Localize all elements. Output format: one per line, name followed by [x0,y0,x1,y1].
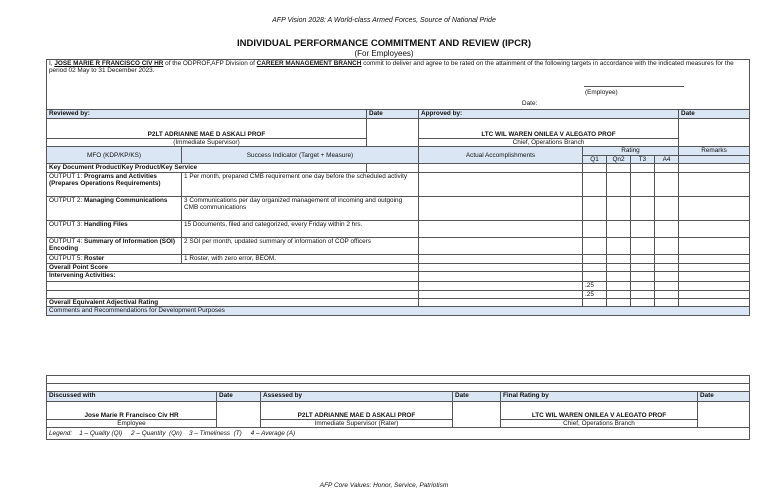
final-rater-title: Chief, Operations Branch [501,420,698,428]
col-actual: Actual Accomplishments [419,147,583,164]
employee-signoff-title: Employee [47,420,217,428]
discussed-with-label: Discussed with [47,392,217,402]
col-remarks: Remarks [679,147,750,156]
approver-name: LTC WIL WAREN ONILEA V ALEGATO PROF [419,119,679,139]
value-row [47,281,750,290]
output-mfo: OUTPUT 5: Roster [47,254,182,263]
approved-date-label: Date [679,110,750,119]
assessor-title: Immediate Supervisor (Rater) [261,420,453,428]
vision-statement: AFP Vision 2028: A World-class Armed Forces, Source of National Pride [272,17,496,24]
col-a4: A4 [655,156,679,164]
reviewer-date-cell [367,119,419,147]
signoff-titles-row [47,420,750,428]
output-mfo: OUTPUT 2: Managing Communications [47,196,182,220]
intervening-label: Intervening Activities: [47,271,419,281]
commitment-row [47,60,750,110]
col-rating: Rating [583,147,679,156]
output-row [47,254,750,263]
review-header-row [47,110,750,119]
final-rating-label: Final Rating by [501,392,698,402]
adjectival-row [47,299,750,307]
comments-label: Comments and Recommendations for Development Purposes [47,307,750,316]
output-mfo: OUTPUT 4: Summary of Information (SOI) Encoding [47,237,182,254]
reviewer-name: P2LT ADRIANNE MAE D ASKALI PROF [47,119,367,139]
blank-row [47,384,750,392]
period: 02 May to 31 December 2023. [68,67,155,75]
overall-point-row [47,263,750,271]
output-indicator: 1 Roster, with zero error, BEOM. [182,254,419,263]
col-indicator: Success Indicator (Target + Measure) [182,147,419,164]
assessed-by-label: Assessed by [261,392,453,402]
assessed-date-label: Date [453,392,501,402]
form-title: INDIVIDUAL PERFORMANCE COMMITMENT AND REVIEW (IPCR) [237,38,531,49]
section-label: Key Document Product/Key Product/Key Service [47,164,367,172]
output-indicator: 3 Communications per day organized management of incoming and outgoing CMB communications [182,196,419,220]
signoff-names-row [47,402,750,420]
output-row [47,237,750,254]
branch-name: CAREER MANAGEMENT BRANCH [256,60,362,67]
approver-date-cell [679,119,750,147]
legend-row [47,428,750,440]
final-rater-name: LTC WIL WAREN ONILEA V ALEGATO PROF [501,402,698,420]
output-row [47,220,750,237]
output-row [47,172,750,196]
comments-row [47,307,750,316]
blank-row [47,376,750,384]
review-names-row [47,119,750,139]
ipcr-main-table [46,59,750,316]
form-subtitle: (For Employees) [354,49,414,58]
col-t3: T3 [631,156,655,164]
core-values: AFP Core Values: Honor, Service, Patriotism [319,482,449,489]
col-remarks-blank [679,156,750,164]
commitment-statement: I, JOSE MARIE R FRANCISCO CIV HR of the ODPROF,AFP Division of CAREER MANAGEMENT BRANCH commit to deliver and agree to be rated on the attainment of the following targets in accordance with the indicated measures for the period 02 May to 31 December 2023. (Employee) Date: [47,60,750,110]
col-q1: Q1 [583,156,607,164]
output-indicator: 15 Documents, filed and categorized, every Friday within 2 hrs. [182,220,419,237]
section-row [47,164,750,172]
approved-by-label: Approved by: [419,110,679,119]
date-label: Date: [522,100,538,107]
employee-name: JOSE MARIE R FRANCISCO CIV HR [54,60,164,67]
output-mfo: OUTPUT 3: Handling Files [47,220,182,237]
signoff-table [46,375,750,440]
reviewed-by-label: Reviewed by: [47,110,367,119]
score-value: .25 [583,290,607,298]
adjectival-label: Overall Equivalent Adjectival Rating [47,299,419,307]
employee-label: (Employee) [585,89,618,96]
output-indicator: 2 SOI per month, updated summary of information of COP officers [182,237,419,254]
assessor-name: P2LT ADRIANNE MAE D ASKALI PROF [261,402,453,420]
reviewed-date-label: Date [367,110,419,119]
score-value: .25 [583,281,607,290]
reviewer-title: (Immediate Supervisor) [47,139,367,147]
output-row [47,196,750,220]
approver-title: Chief, Operations Branch [419,139,679,147]
output-mfo: OUTPUT 1: Programs and Activities (Prepares Operations Requirements) [47,172,182,196]
final-date-label: Date [698,392,750,402]
legend: Legend: 1 – Quality (Ql) 2 – Quantity (Qn) 3 – Timeliness (T) 4 – Average (A) [47,428,750,440]
col-qn2: Qn2 [607,156,631,164]
value-row [47,290,750,298]
column-header-row-1 [47,147,750,156]
intervening-row [47,271,750,281]
signoff-header-row [47,392,750,402]
output-indicator: 1 Per month, prepared CMB requirement one day before the scheduled activity [182,172,419,196]
col-mfo: MFO (KDP/KP/KS) [47,147,182,164]
employee-signoff-name: Jose Marie R Francisco Civ HR [47,402,217,420]
overall-point-label: Overall Point Score [47,263,419,271]
discussed-date-label: Date [217,392,261,402]
